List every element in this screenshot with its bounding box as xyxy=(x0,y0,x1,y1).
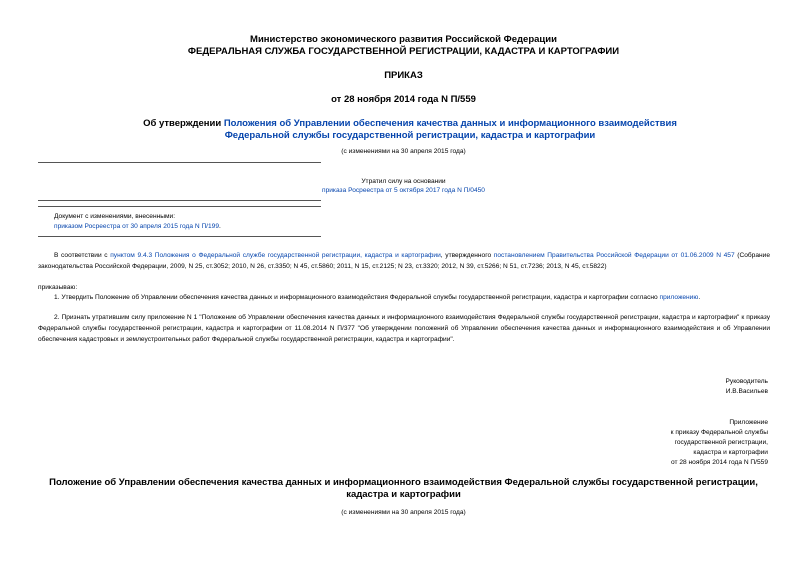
preamble-text-3: (Собрание законодательства Российской Федерации, 2009, N 25, ст.3052; 2010, N 26, ст.3350; N 45, ст.5860; 2011, N 15, ст.2125; N 23, ст.3320; 2012, N 39, ст.5266; N 51, ст.7236; 2013, N 45, ст.5822) xyxy=(38,252,771,270)
changes-label: Документ с изменениями, внесенными: xyxy=(54,213,176,220)
document-type: ПРИКАЗ xyxy=(384,70,423,81)
divider xyxy=(38,206,321,207)
preamble-link-2[interactable]: постановлением Правительства Российской Федерации от 01.06.2009 N 457 xyxy=(493,252,735,259)
page-title xyxy=(110,118,710,142)
divider xyxy=(38,200,321,201)
item-1-text: 1. Утвердить Положение об Управлении обеспечения качества данных и информационного взаимодействия Федеральной службы государственной регистрации, кадастра и картографии согласно xyxy=(54,294,660,301)
appendix-line-4: кадастра и картографии xyxy=(693,449,768,456)
appendix-title: Положение об Управлении обеспечения качества данных и информационного взаимодействия Федеральной службы государственной регистрации, кадастра и картографии xyxy=(49,477,758,500)
divider xyxy=(38,162,321,163)
signature-name: И.В.Васильев xyxy=(725,388,768,395)
item-1 xyxy=(54,292,770,303)
appendix-link[interactable]: приложению xyxy=(659,294,699,301)
preamble-text-2: , утвержденного xyxy=(440,252,494,259)
void-notice-link-row xyxy=(0,185,807,196)
appendix-line-2: к приказу Федеральной службы xyxy=(670,429,768,436)
item-1-suffix: . xyxy=(698,294,701,301)
divider xyxy=(38,236,321,237)
appendix-label: Приложение xyxy=(729,419,768,426)
changes-row xyxy=(54,221,221,232)
void-notice-link[interactable]: приказа Росреестра от 5 октября 2017 года N П/0450 xyxy=(322,187,485,194)
service-name: ФЕДЕРАЛЬНАЯ СЛУЖБА ГОСУДАРСТВЕННОЙ РЕГИСТРАЦИИ, КАДАСТРА И КАРТОГРАФИИ xyxy=(187,46,620,57)
preamble-text-1: В соответствии с xyxy=(54,252,111,259)
appendix-line-3: государственной регистрации, xyxy=(674,439,768,446)
preamble-link-1[interactable]: пунктом 9.4.3 Положения о Федеральной службе государственной регистрации, кадастра и картографии xyxy=(110,252,441,259)
signature-role: Руководитель xyxy=(725,378,768,385)
title-link[interactable]: Положения об Управлении обеспечения качества данных и информационного взаимодействия Федеральной службы государственной регистрации, кадастра и картографии xyxy=(223,118,677,141)
amendments-note: (с изменениями на 30 апреля 2015 года) xyxy=(341,148,466,155)
order-word: приказываю: xyxy=(38,284,78,291)
appendix-amendments-note: (с изменениями на 30 апреля 2015 года) xyxy=(341,509,466,516)
document-date-number: от 28 ноября 2014 года N П/559 xyxy=(331,94,476,105)
title-prefix: Об утверждении xyxy=(143,118,224,129)
changes-link[interactable]: приказом Росреестра от 30 апреля 2015 года N П/199 xyxy=(54,223,220,230)
preamble-paragraph xyxy=(38,250,770,272)
item-2: 2. Признать утратившим силу приложение N 1 "Положение об Управлении обеспечения качества данных и информационного взаимодействия Федеральной службы государственной регистрации, кадастра и картографии" к приказу Федеральной службы государственной регистрации, кадастра и картографии от 11.08.2014 N П/377 "Об утверждении положений об Управлении обеспечения качества данных и информационного взаимодействия и об Управлении обеспечения кадастровых и землеустроительных работ Федеральной службы государственной регистрации, кадастра и картографии". xyxy=(38,314,770,343)
appendix-line-5: от 28 ноября 2014 года N П/559 xyxy=(671,459,768,466)
changes-suffix: . xyxy=(219,223,221,230)
void-notice-text: Утратил силу на основании xyxy=(361,178,446,185)
ministry-name: Министерство экономического развития Российской Федерации xyxy=(250,34,557,45)
